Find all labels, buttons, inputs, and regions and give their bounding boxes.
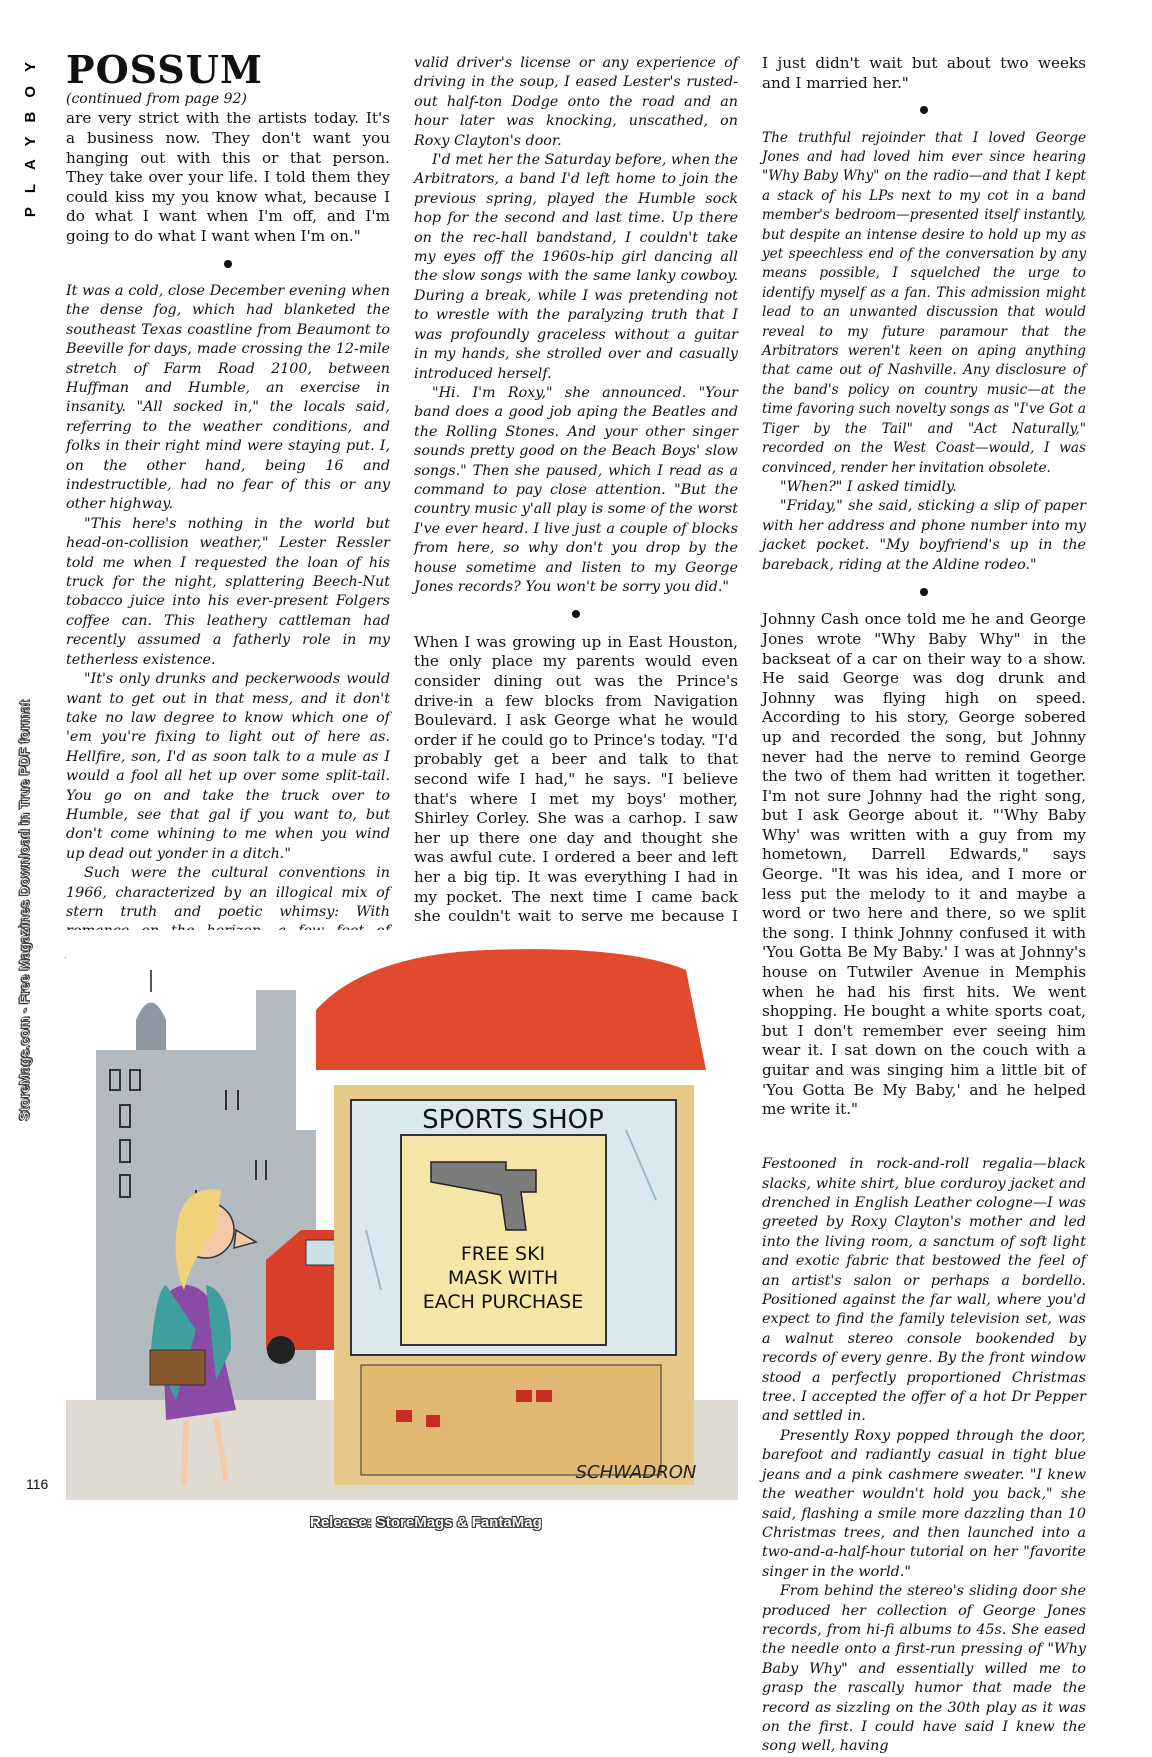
paragraph: "Hi. I'm Roxy," she announced. "Your band does a good job aping the Beatles and the Rolling Stones. And your other singer sounds pretty good on the Beach Boys' slow songs." Then she paused, which I read as a command to pay close attention. "But the country music y'all play is some of the worst I've ever heard. I live just a couple of blocks from here, so why don't you drop by the house sometime and listen to my George Jones records? You won't be sorry you did." — [414, 384, 738, 595]
paragraph: are very strict with the artists today. It's a business now. They don't want you hanging out with this or that person. They take over your life. I told them they could kiss my you know what, because I do what I want when I'm off, and I'm going to do what I want when I'm on." — [66, 109, 390, 245]
section-bullet — [414, 605, 738, 624]
section-bullet — [762, 101, 1086, 120]
bottom-watermark: Release: StoreMags & FantaMag — [310, 1514, 542, 1531]
cartoon-signature: SCHWADRON — [575, 1462, 697, 1483]
article-column-1 — [66, 47, 390, 1000]
article-title: POSSUM — [66, 47, 263, 92]
poster-line: EACH PURCHASE — [422, 1291, 584, 1313]
poster-line: FREE SKI — [460, 1243, 546, 1265]
paragraph: "This here's nothing in the world but head-on-collision weather," Lester Ressler told me when I requested the loan of his truck for the night, splattering Beech-Nut tobacco juice into his ever-present Folgers coffee can. This leathery cattleman had recently assumed a fatherly role in my tetherless existence. — [66, 515, 390, 668]
section-bullet — [66, 255, 390, 274]
cartoon-illustration — [66, 930, 738, 1500]
shop-sign: SPORTS SHOP — [422, 1105, 604, 1135]
page-number: 116 — [26, 1476, 49, 1492]
paragraph: Johnny Cash once told me he and George Jones wrote "Why Baby Why" in the backseat of a car on their way to a show. He said George was dog drunk and Johnny was flying high on speed. According to his story, George sobered up and recorded the song, but Johnny never had the nerve to remind George the two of them had written it together. I'm not sure Johnny had the right song, but I ask George about it. "'Why Baby Why' was written with a guy from my hometown, Darrell Edwards," says George. "It was his idea, and I more or less put the melody to it and maybe a word or two here and there, so we split the song. I think Johnny confused it with 'You Gotta Be My Baby.' I was at Johnny's house on Tutwiler Avenue in Memphis when he had his first hits. We went shopping. He bought a white sports coat, but I don't remember ever seeing him wear it. I sat down on the couch with a guitar and was singing him a little bit of 'You Gotta Be My Baby,' and he helped me write it." — [762, 610, 1086, 1119]
paragraph: I just didn't wait but about two weeks and I married her." — [762, 54, 1086, 92]
paragraph: "It's only drunks and peckerwoods would want to get out in that mess, and it don't take no law degree to know which one of 'em you're fixing to light out of here as. Hellfire, son, I'd as soon talk to a mule as I would a fool all het up over some split-tail. You go on and take the truck over to Humble, see that gal if you want to, but don't come whining to me when you wind up dead out yonder in a ditch." — [66, 671, 390, 862]
section-bullet — [762, 583, 1086, 602]
paragraph: Festooned in rock-and-roll regalia—black slacks, white shirt, blue corduroy jacket and drenched in English Leather cologne—I was greeted by Roxy Clayton's mother and led into the living room, a sanctum of soft light and exotic fabric that bestowed the feel of an artist's salon or perhaps a bordello. Positioned against the far wall, where you'd expect to find the family television set, was a walnut stereo console bookended by records of every genre. By the front window stood a perfectly proportioned Christmas tree. I accepted the offer of a hot Dr Pepper and settled in. — [762, 1156, 1086, 1425]
paragraph: The truthful rejoinder that I loved George Jones and had loved him ever since hearing "Why Baby Why" on the radio—and that I kept a stack of his LPs next to my cot in a band member's bedroom—presented itself instantly, but despite an intense desire to hold up my as yet speechless end of the conversation by any means possible, I squelched the urge to identify myself as a fan. This admission might lead to an unwanted discussion that would reveal to my future paramour that the Arbitrators weren't keen on aping anything that came out of Nashville. Any disclosure of the band's policy on country music—at the time favoring such novelty songs as "I've Got a Tiger by the Tail" and "Act Naturally," recorded on the West Coast—would, I was convinced, render her invitation obsolete. — [762, 129, 1086, 476]
continued-note: (continued from page 92) — [66, 91, 247, 107]
paragraph: valid driver's license or any experience of driving in the soup, I eased Lester's rusted-out half-ton Dodge onto the road and an hour later was knocking, unscathed, on Roxy Clayton's door. — [414, 55, 738, 149]
paragraph: "Friday," she said, sticking a slip of paper with her address and phone number into my jacket pocket. "My boyfriend's up in the bareback, riding at the Aldine rodeo." — [762, 498, 1086, 573]
magazine-brand: PLAYBOY — [22, 48, 39, 218]
paragraph: When I was growing up in East Houston, the only place my parents would even consider dining out was the Prince's drive-in a few blocks from Navigation Boulevard. I ask George what he would order if he could go to Prince's today. "I'd probably get a beer and talk to that second wife I had," he says. "I believe that's where I met my boys' mother, Shirley Corley. She was a carhop. I saw her up there one day and thought she was awful cute. I ordered a beer and left her a big tip. It was everything I had in my pocket. The next time I came back she couldn't wait to serve me because I — [414, 632, 738, 926]
article-column-3 — [762, 54, 1086, 1757]
side-watermark: StoreMags.com - Free Magazines Download in True PDF format — [16, 700, 32, 1121]
paragraph: Such were the cultural conventions in 1966, characterized by an illogical mix of stern truth and poetic whimsy: With — [66, 865, 390, 920]
paragraph: "When?" I asked timidly. — [780, 478, 957, 495]
paragraph: From behind the stereo's sliding door she produced her collection of George Jones records, from hi-fi albums to 45s. She eased the needle onto a first-run pressing of "Why Baby Why" and essentially willed me to grasp the rascally humor that made the record as sizzling on the 30th play as it was on the first. I could have said I knew the song well, having — [762, 1583, 1086, 1755]
article-column-2 — [414, 54, 738, 1025]
paragraph: I'd met her the Saturday before, when the Arbitrators, a band I'd left home to join the previous spring, played the Humble sock hop for the second and last time. Up there on the rec-hall bandstand, I couldn't take my eyes off the 1960s-hip girl dancing all the slow songs with the same lanky cowboy. During a break, while I was pretending not to wrestle with the paralyzing truth that I was profoundly graceless without a guitar in my hands, she strolled over and casually introduced herself. — [414, 152, 738, 382]
paragraph: It was a cold, close December evening when the dense fog, which had blanketed the southeast Texas coastline from Beaumont to Beeville for days, made crossing the 12-mile stretch of Farm Road 2100, between Huffman and Humble, an exercise in insanity. "All socked in," the locals said, referring to the weather conditions, and folks in their right mind were staying put. I, on the other hand, being 16 and indestructible, had no fear of this or any other highway. — [66, 282, 390, 513]
paragraph: Presently Roxy popped through the door, barefoot and radiantly casual in tight blue jeans and a pink cashmere sweater. "I knew the weather wouldn't hold you back," she said, flashing a smile more dazzling than 10 Christmas trees, and then launched into a two-and-a-half-hour tutorial on her "favorite singer in the world." — [762, 1427, 1086, 1580]
poster-line: MASK WITH — [447, 1267, 559, 1289]
